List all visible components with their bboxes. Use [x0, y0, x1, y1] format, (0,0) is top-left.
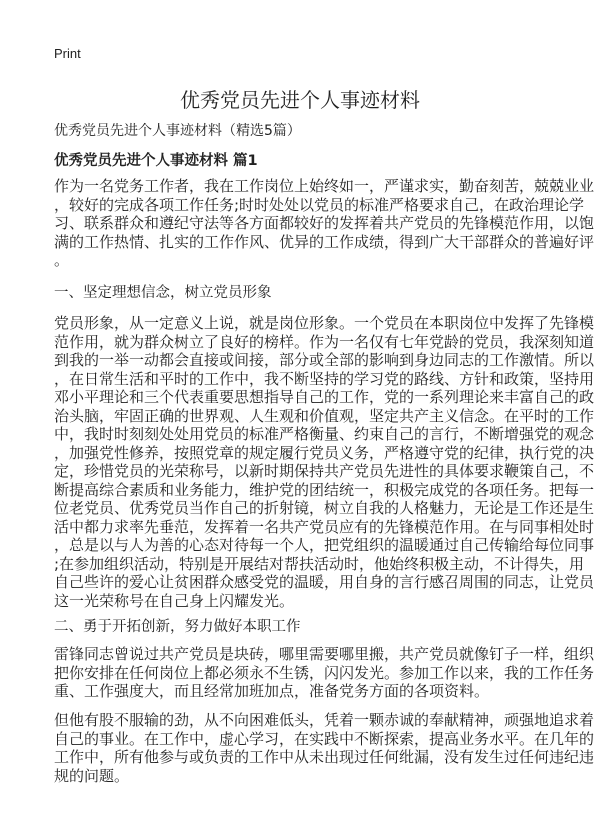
paragraph-line: ，总是以与人为善的心态对待每一个人，把党组织的温暖通过自己传输给每位同事	[54, 536, 595, 554]
paragraph-line: 。	[54, 251, 70, 269]
paragraph-line: 定，珍惜党员的光荣称号，以新时期保持共产党员先进性的具体要求鞭策自己，不	[54, 462, 595, 480]
section-heading-2: 二、勇于开拓创新，努力做好本职工作	[54, 619, 301, 635]
paragraph-line: 这一光荣称号在自己身上闪耀发光。	[54, 591, 295, 610]
paragraph-4	[54, 711, 594, 785]
paragraph-line: ;在参加组织活动，特别是开展结对帮扶活动时，他始终积极主动，不计得失，用	[54, 554, 585, 573]
paragraph-line: 位老党员、优秀党员当作自己的折射镜，树立自我的人格魅力，无论是工作还是生	[54, 499, 595, 517]
paragraph-line: ，在日常生活和平时的工作中，我不断坚持的学习党的路线、方针和政策，坚持用	[54, 369, 595, 388]
document-title: 优秀党员先进个人事迹材料	[180, 88, 420, 112]
paragraph-3	[54, 645, 594, 701]
paragraph-line: 工作中，所有他参与或负责的工作中从未出现过任何纰漏，没有发生过任何违纪违	[54, 748, 595, 766]
paragraph-line: 党员形象，从一定意义上说，就是岗位形象。一个党员在本职岗位中发挥了先锋模	[54, 314, 595, 332]
paragraph-line: ，较好的完成各项工作任务;时时处处以党员的标准严格要求自己，在政治理论学	[54, 195, 585, 214]
paragraph-2	[54, 314, 594, 610]
paragraph-line: 但他有股不服输的劲，从不向困难低头，凭着一颗赤诚的奉献精神，顽强地追求着	[54, 711, 595, 729]
paragraph-line: 规的问题。	[54, 766, 130, 785]
paragraph-line: 作为一名党务工作者，我在工作岗位上始终如一，严谨求实，勤奋刻苦，兢兢业业	[54, 177, 595, 195]
paragraph-line: 自己的事业。在工作中，虚心学习，在实践中不断探索，提高业务水平。在几年的	[54, 729, 595, 748]
paragraph-line: 范作用，就为群众树立了良好的榜样。作为一名仅有七年党龄的党员，我深刻知道	[54, 332, 595, 351]
paragraph-line: 断提高综合素质和业务能力，维护党的团结统一，积极完成党的各项任务。把每一	[54, 480, 595, 499]
paragraph-line: 到我的一举一动都会直接或间接，部分或全部的影响到身边同志的工作激情。所以	[54, 351, 595, 369]
paragraph-line: 重、工作强度大，而且经常加班加点，准备党务方面的各项资料。	[54, 682, 490, 700]
paragraph-1	[54, 177, 594, 270]
paragraph-line: 把你安排在任何岗位上都必须永不生锈，闪闪发光。参加工作以来，我的工作任务	[54, 663, 595, 682]
paragraph-line: 习、联系群众和遵纪守法等各方面都较好的发挥着共产党员的先锋模范作用，以饱	[54, 214, 595, 232]
paragraph-line: ，加强党性修养，按照党章的规定履行党员义务，严格遵守党的纪律，执行党的决	[54, 443, 595, 462]
print-label[interactable]: Print	[54, 46, 81, 61]
paragraph-line: 自己些许的爱心让贫困群众感受党的温暖，用自身的言行感召周围的同志，让党员	[54, 573, 595, 591]
paragraph-line: 中，我时时刻刻处处用党员的标准严格衡量、约束自己的言行，不断增强党的观念	[54, 425, 595, 443]
section-heading-1: 一、坚定理想信念，树立党员形象	[54, 285, 272, 301]
paragraph-line: 治头脑，牢固正确的世界观、人生观和价值观，坚定共产主义信念。在平时的工作	[54, 406, 595, 425]
paragraph-line: 满的工作热情、扎实的工作作风、优异的工作成绩，得到广大干部群众的普遍好评	[54, 232, 595, 251]
paragraph-line: 邓小平理论和三个代表重要思想指导自己的工作，党的一系列理论来丰富自己的政	[54, 388, 595, 406]
paragraph-line: 雷锋同志曾说过共产党员是块砖，哪里需要哪里搬，共产党员就像钉子一样，组织	[54, 645, 595, 663]
document-subtitle: 优秀党员先进个人事迹材料（精选5篇）	[54, 123, 301, 139]
article-heading: 优秀党员先进个人事迹材料 篇1	[54, 153, 258, 169]
paragraph-line: 活中都力求率先垂范，发挥着一名共产党员应有的先锋模范作用。在与同事相处时	[54, 517, 595, 536]
